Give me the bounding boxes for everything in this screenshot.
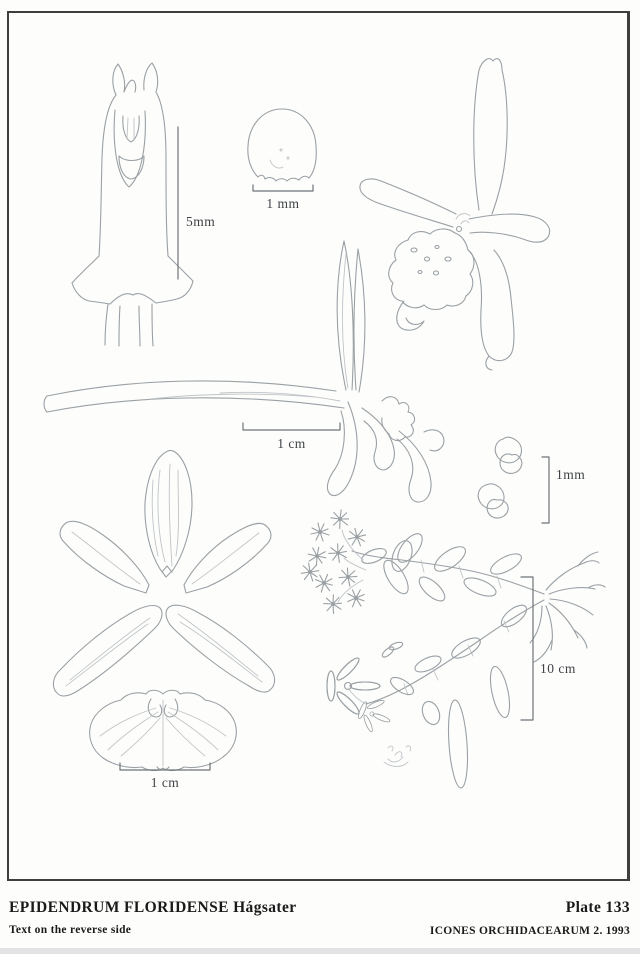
anther-cap-scale-label: 1 mm [266, 196, 300, 211]
flower-side-scale-label: 1 cm [277, 436, 306, 451]
column-scale-label: 5mm [186, 214, 216, 229]
scan-edge-strip [0, 948, 640, 954]
plate-number: Plate 133 [565, 899, 630, 916]
anther-cap-illustration [248, 109, 316, 181]
flower-dissection-illustration [53, 450, 274, 770]
flower-side-illustration [44, 241, 444, 502]
habit-scale-label: 10 cm [540, 661, 576, 676]
column-illustration [72, 63, 193, 346]
pollinia-scale-label: 1mm [556, 467, 586, 482]
series-title: ICONES ORCHIDACEARUM 2. 1993 [429, 925, 630, 937]
plant-habit-illustration [297, 507, 605, 788]
reverse-side-note: Text on the reverse side [9, 924, 132, 936]
lip-scale-label: 1 cm [150, 775, 180, 790]
pollinia-illustration [478, 437, 522, 518]
artist-signature [384, 746, 411, 767]
flower-front-illustration [360, 59, 550, 370]
species-title: EPIDENDRUM FLORIDENSE Hágsater [9, 899, 297, 916]
